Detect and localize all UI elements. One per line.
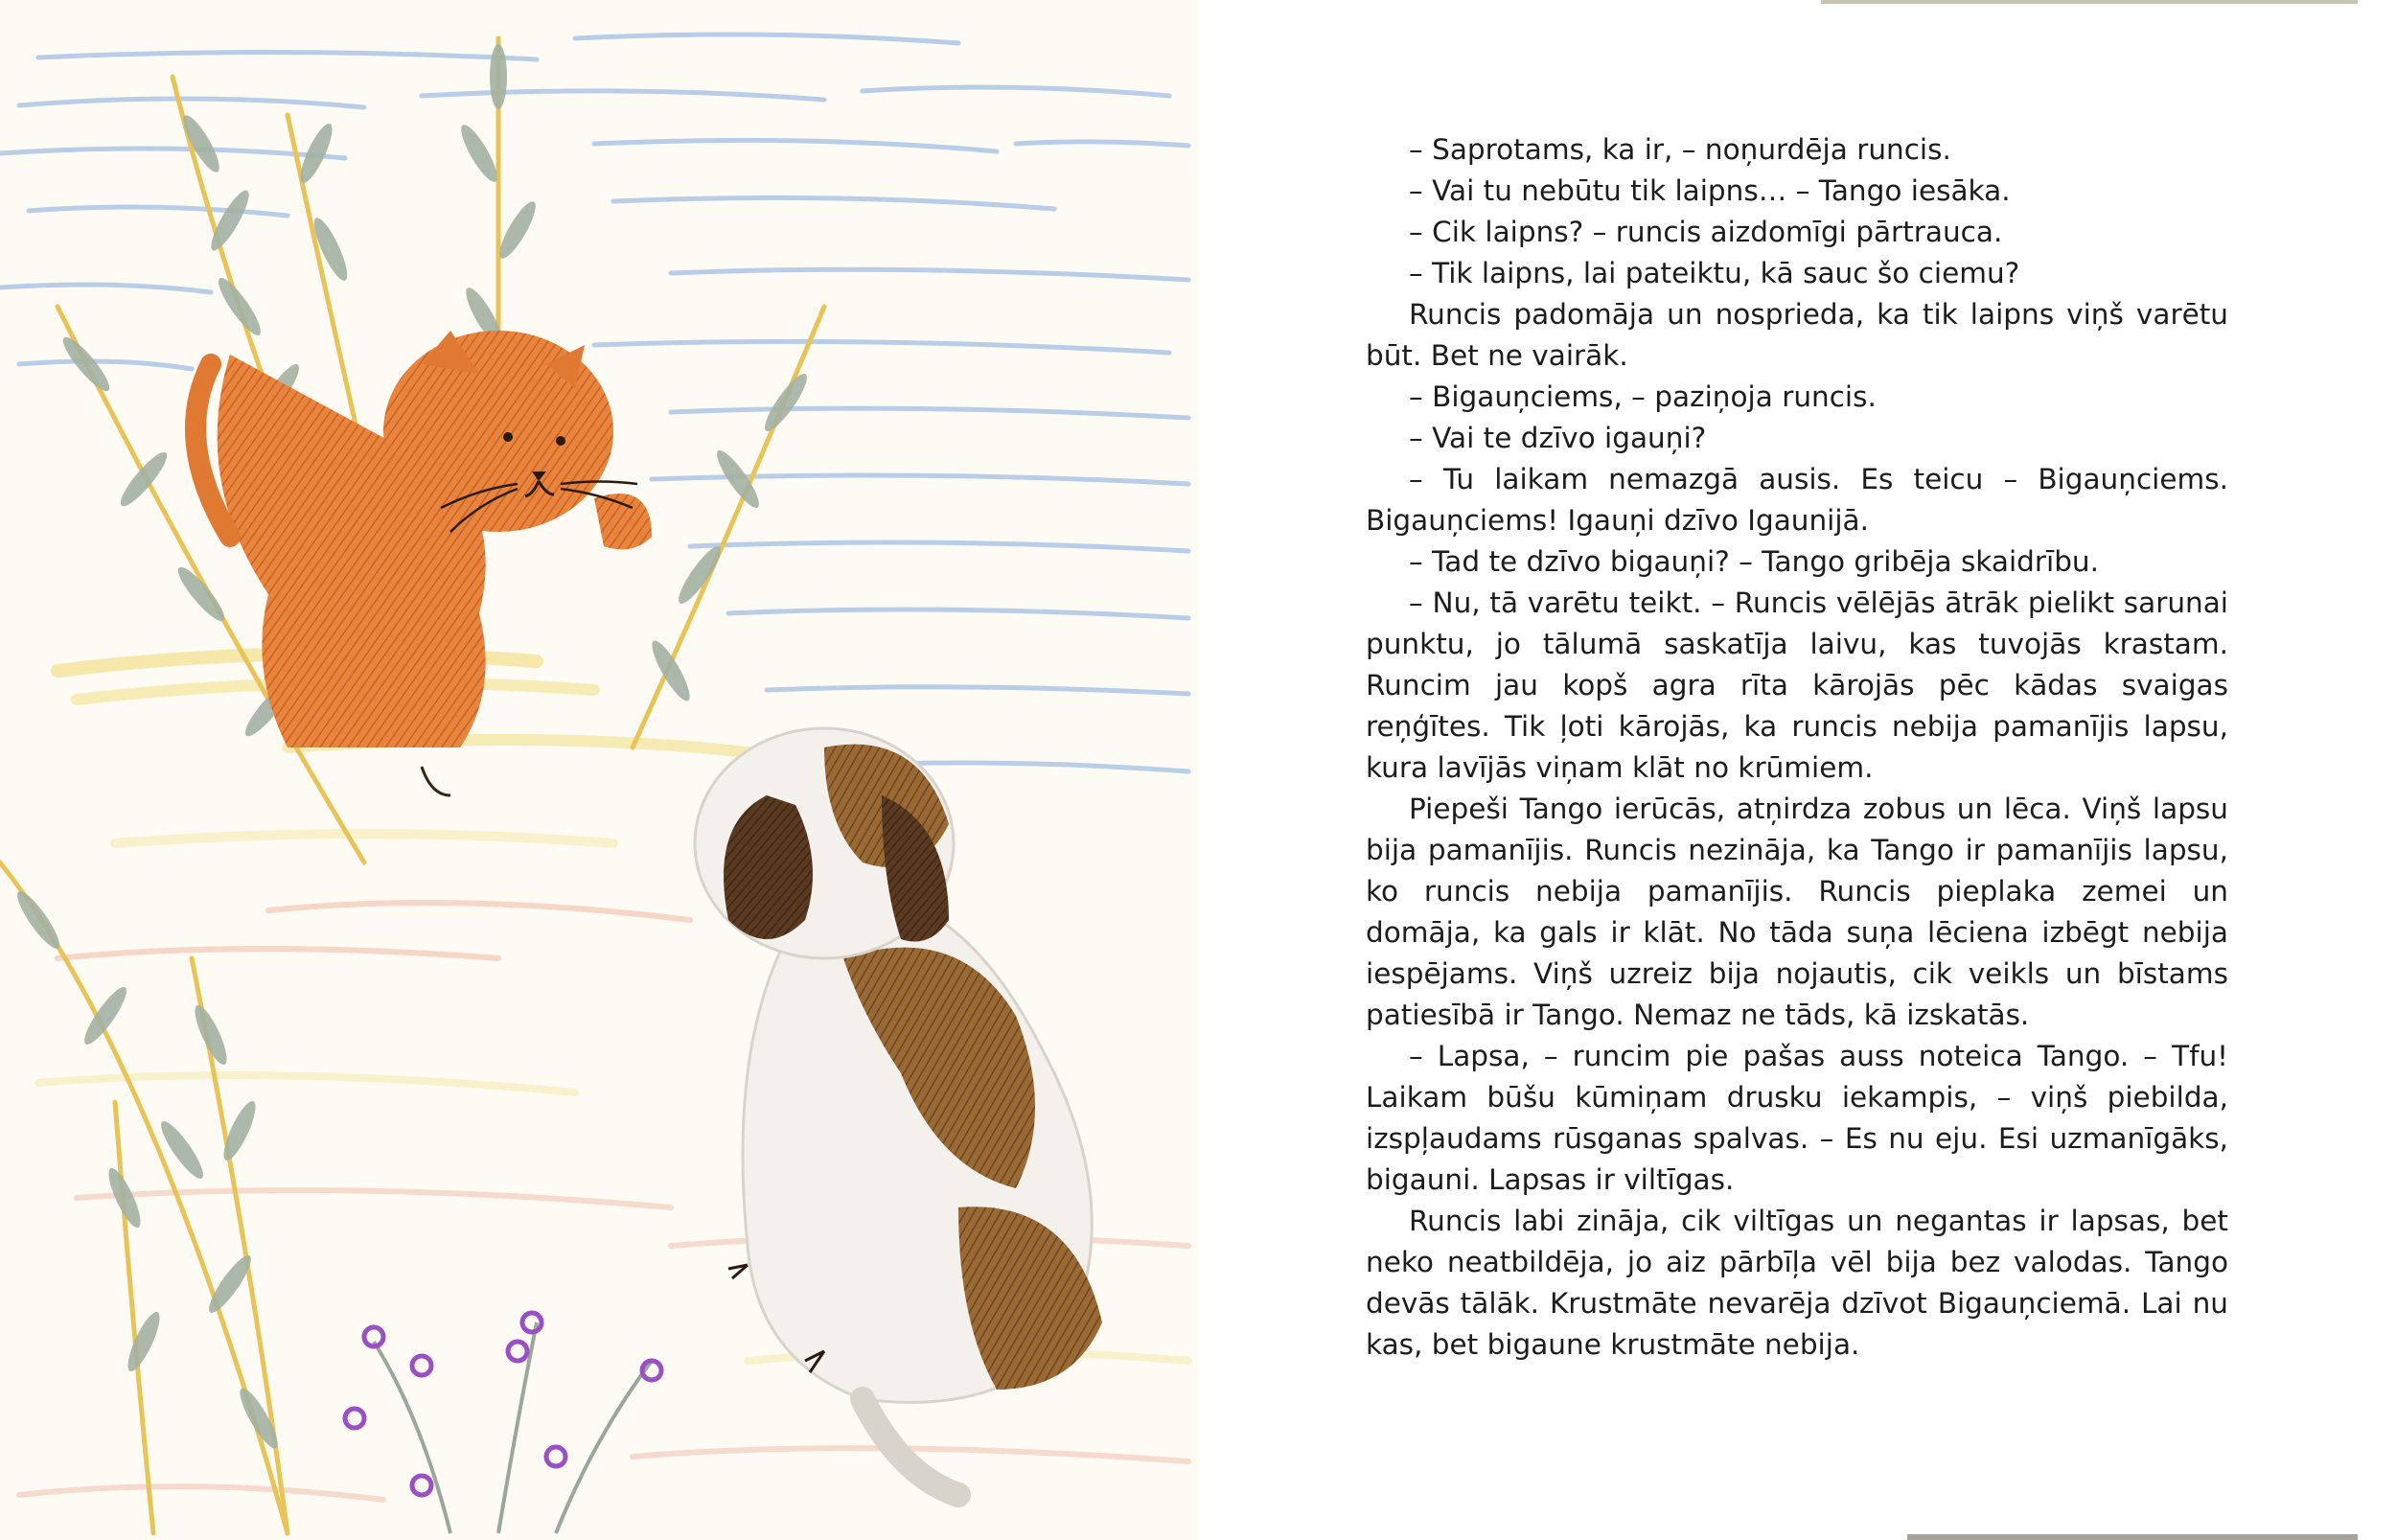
paragraph: – Vai tu nebūtu tik laipns… – Tango iesāka.	[1409, 174, 2011, 207]
paragraph: – Saprotams, ka ir, – noņurdēja runcis.	[1409, 133, 1951, 166]
paragraph: – Vai te dzīvo igauņi?	[1409, 422, 1707, 454]
paragraph: – Nu, tā varētu teikt. – Runcis vēlējās ātrāk pielikt sarunai punktu, jo tālumā saskatīja laivu, kas tuvojās krastam. Runcim jau kopš agra rīta kārojās pēc kādas svaigas reņģītes. Tik ļoti kārojās, ka runcis nebija pamanījis lapsu, kura lavījās viņam klāt no krūmiem.	[1366, 586, 2228, 784]
paragraph: – Tu laikam nemazgā ausis. Es teicu – Bigauņciems. Bigauņciems! Igauņi dzīvo Igaunijā.	[1366, 463, 2228, 537]
paragraph: – Lapsa, – runcim pie pašas auss noteica Tango. – Tfu! Laikam būšu kūmiņam drusku iekampis, – viņš piebilda, izspļaudams rūsganas spalvas. – Es nu eju. Esi uzmanīgāks, bigauni. Lapsas ir viltīgas.	[1366, 1040, 2228, 1196]
page-edge-bottom	[1907, 1534, 2358, 1540]
paragraph: – Cik laipns? – runcis aizdomīgi pārtrauca.	[1409, 216, 2003, 248]
story-text	[1366, 129, 2228, 1366]
paragraph: Runcis labi zināja, cik viltīgas un negantas ir lapsas, bet neko neatbildēja, jo aiz pārbīļa vēl bija bez valodas. Tango devās tālāk. Krustmāte nevarēja dzīvot Bigauņciemā. Lai nu kas, bet bigaune krustmāte nebija.	[1366, 1205, 2228, 1361]
paragraph: – Tik laipns, lai pateiktu, kā sauc šo ciemu?	[1409, 257, 2020, 289]
paragraph: Runcis padomāja un nosprieda, ka tik laipns viņš varētu būt. Bet ne vairāk.	[1366, 298, 2228, 372]
paragraph: – Tad te dzīvo bigauņi? – Tango gribēja skaidrību.	[1409, 545, 2099, 578]
page-edge-top	[1821, 0, 2358, 4]
text-page	[1198, 0, 2396, 1540]
paragraph: – Bigauņciems, – paziņoja runcis.	[1409, 380, 1877, 413]
paragraph: Piepeši Tango ierūcās, atņirdza zobus un lēca. Viņš lapsu bija pamanījis. Runcis nezināja, ka Tango ir pamanījis lapsu, ko runcis nebija pamanījis. Runcis pieplaka zemei un domāja, ka gals ir klāt. No tāda suņa lēciena izbēgt nebija iespējams. Viņš uzreiz bija nojautis, cik veikls un bīstams patiesībā ir Tango. Nemaz ne tāds, kā izskatās.	[1366, 793, 2228, 1031]
